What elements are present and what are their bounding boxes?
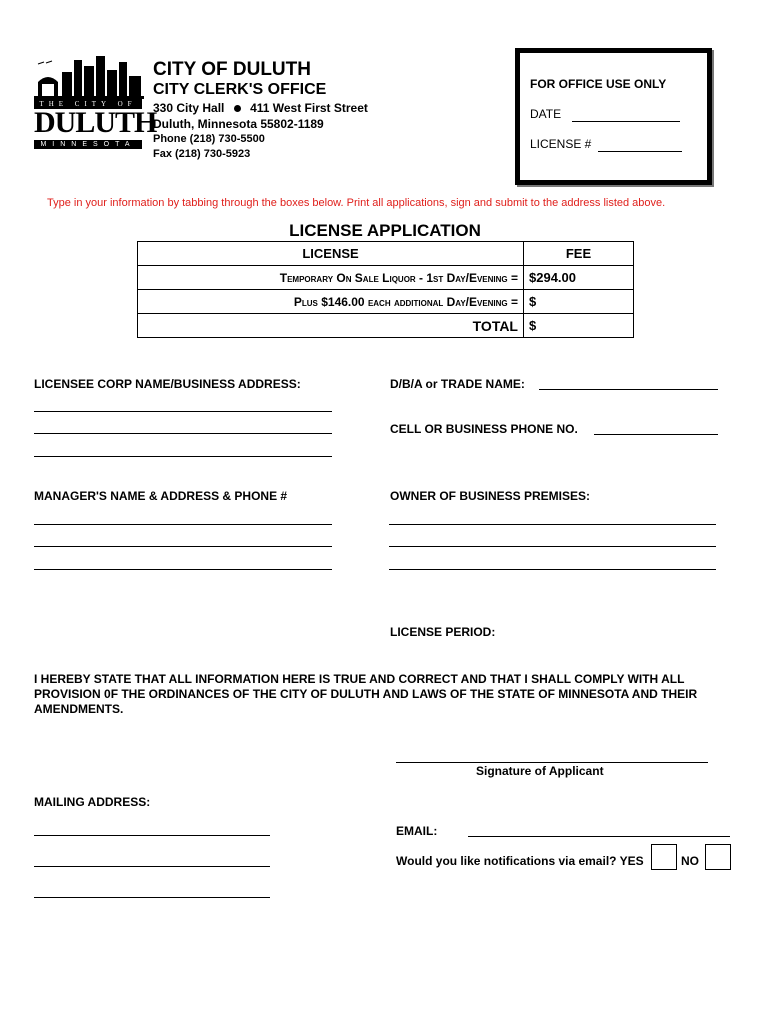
- fee-row-first-day-amount: $294.00: [524, 266, 634, 290]
- phone-number: Phone (218) 730-5500: [153, 133, 265, 145]
- fee-row-total: [138, 314, 634, 338]
- manager-field-2[interactable]: [34, 546, 332, 547]
- logo-top-text: THE CITY OF: [34, 99, 142, 109]
- logo-bottom-text: MINNESOTA: [34, 140, 142, 149]
- owner-field-2[interactable]: [389, 546, 716, 547]
- mailing-address-field-3[interactable]: [34, 897, 270, 898]
- fax-number: Fax (218) 730-5923: [153, 148, 251, 160]
- licensee-field-2[interactable]: [34, 433, 332, 434]
- office-license-label: LICENSE #: [530, 137, 592, 151]
- yes-checkbox[interactable]: [651, 844, 677, 870]
- office-use-box: [515, 48, 712, 185]
- licensee-field-1[interactable]: [34, 411, 332, 412]
- manager-field-1[interactable]: [34, 524, 332, 525]
- fee-row-additional-label: Plus $146.00 each additional Day/Evening =: [138, 290, 524, 314]
- certification-statement: I HEREBY STATE THAT ALL INFORMATION HERE IS TRUE AND CORRECT AND THAT I SHALL COMPLY WITH ALL PROVISION 0F THE ORDINANCES OF THE CITY OF DULUTH AND LAWS OF THE STATE OF MINNESOTA AND THEIR AMENDMENTS.: [34, 672, 698, 716]
- address-room: 330 City Hall: [153, 101, 225, 115]
- licensee-label: LICENSEE CORP NAME/BUSINESS ADDRESS:: [34, 377, 301, 391]
- office-date-label: DATE: [530, 107, 562, 121]
- owner-field-1[interactable]: [389, 524, 716, 525]
- licensee-field-3[interactable]: [34, 456, 332, 457]
- office-name: CITY CLERK'S OFFICE: [153, 81, 327, 98]
- signature-label: Signature of Applicant: [476, 764, 604, 778]
- email-notification-question: Would you like notifications via email? YES: [396, 854, 644, 868]
- dba-field[interactable]: [539, 389, 718, 390]
- signature-line[interactable]: [396, 762, 708, 763]
- mailing-address-field-2[interactable]: [34, 866, 270, 867]
- city-title: CITY OF DULUTH: [153, 59, 311, 80]
- owner-field-3[interactable]: [389, 569, 716, 570]
- office-date-line: [572, 121, 680, 122]
- license-period-label: LICENSE PERIOD:: [390, 625, 496, 639]
- fee-total-amount[interactable]: $: [524, 314, 634, 338]
- address-line-2: Duluth, Minnesota 55802-1189: [153, 117, 324, 131]
- cell-phone-label: CELL OR BUSINESS PHONE NO.: [390, 422, 578, 436]
- fee-total-label: TOTAL: [138, 314, 524, 338]
- address-line-1: [153, 101, 368, 115]
- bullet-icon: [234, 105, 241, 112]
- fee-row-additional-day: [138, 290, 634, 314]
- manager-label: MANAGER'S NAME & ADDRESS & PHONE #: [34, 489, 288, 503]
- address-street: 411 West First Street: [250, 101, 368, 115]
- form-title: LICENSE APPLICATION: [289, 221, 481, 240]
- cell-phone-field[interactable]: [594, 434, 718, 435]
- fee-row-first-day: [138, 266, 634, 290]
- mailing-address-field-1[interactable]: [34, 835, 270, 836]
- license-column-header: LICENSE: [138, 242, 524, 266]
- manager-field-3[interactable]: [34, 569, 332, 570]
- owner-label: OWNER OF BUSINESS PREMISES:: [390, 489, 591, 503]
- fee-table: [137, 241, 634, 338]
- logo-main-text: DULUTH: [34, 106, 157, 139]
- email-field[interactable]: [468, 836, 730, 837]
- fee-row-first-day-label: Temporary On Sale Liquor - 1st Day/Evening =: [138, 266, 524, 290]
- fee-row-additional-amount[interactable]: $: [524, 290, 634, 314]
- dba-label: D/B/A or TRADE NAME:: [390, 377, 525, 391]
- city-logo: [34, 52, 157, 150]
- office-use-title: FOR OFFICE USE ONLY: [530, 77, 667, 91]
- no-checkbox[interactable]: [705, 844, 731, 870]
- mailing-address-label: MAILING ADDRESS:: [34, 795, 151, 809]
- skyline-icon: [34, 52, 144, 102]
- office-license-line: [598, 151, 682, 152]
- fee-table-header: [138, 242, 634, 266]
- fee-column-header: FEE: [524, 242, 634, 266]
- email-label: EMAIL:: [396, 824, 438, 838]
- instructions-text: Type in your information by tabbing through the boxes below. Print all applications, sign and submit to the address listed above.: [47, 197, 666, 209]
- no-label: NO: [681, 854, 699, 868]
